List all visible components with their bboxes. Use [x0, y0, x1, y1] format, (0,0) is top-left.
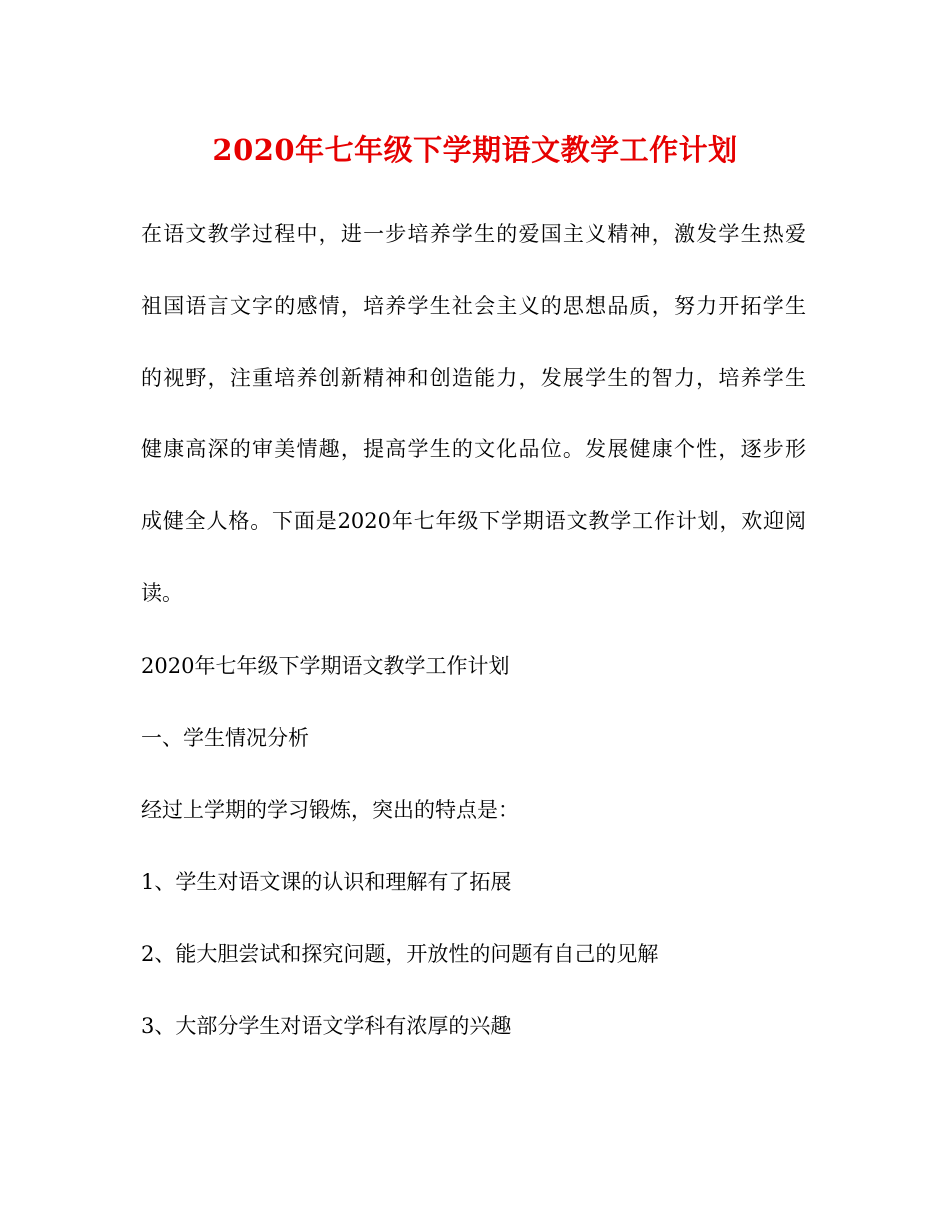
intro-line-1: 在语文教学过程中，进一步培养学生的爱国主义精神，激发学生热爱 — [141, 222, 806, 246]
document-title: 2020年七年级下学期语文教学工作计划 — [212, 133, 738, 167]
point-item-3: 3、大部分学生对语文学科有浓厚的兴趣 — [141, 1014, 512, 1038]
section-one-heading: 一、学生情况分析 — [141, 726, 309, 750]
point-item-2: 2、能大胆尝试和探究问题，开放性的问题有自己的见解 — [141, 942, 659, 966]
intro-line-3: 的视野，注重培养创新精神和创造能力，发展学生的智力，培养学生 — [141, 366, 806, 390]
point-item-1: 1、学生对语文课的认识和理解有了拓展 — [141, 870, 512, 894]
plan-heading: 2020年七年级下学期语文教学工作计划 — [141, 654, 510, 678]
intro-line-4: 健康高深的审美情趣，提高学生的文化品位。发展健康个性，逐步形 — [141, 437, 806, 461]
intro-line-6: 读。 — [141, 581, 183, 605]
lead-sentence: 经过上学期的学习锻炼，突出的特点是： — [141, 798, 519, 822]
intro-line-5: 成健全人格。下面是2020年七年级下学期语文教学工作计划，欢迎阅 — [141, 509, 806, 533]
intro-line-2: 祖国语言文字的感情，培养学生社会主义的思想品质，努力开拓学生 — [141, 294, 806, 318]
